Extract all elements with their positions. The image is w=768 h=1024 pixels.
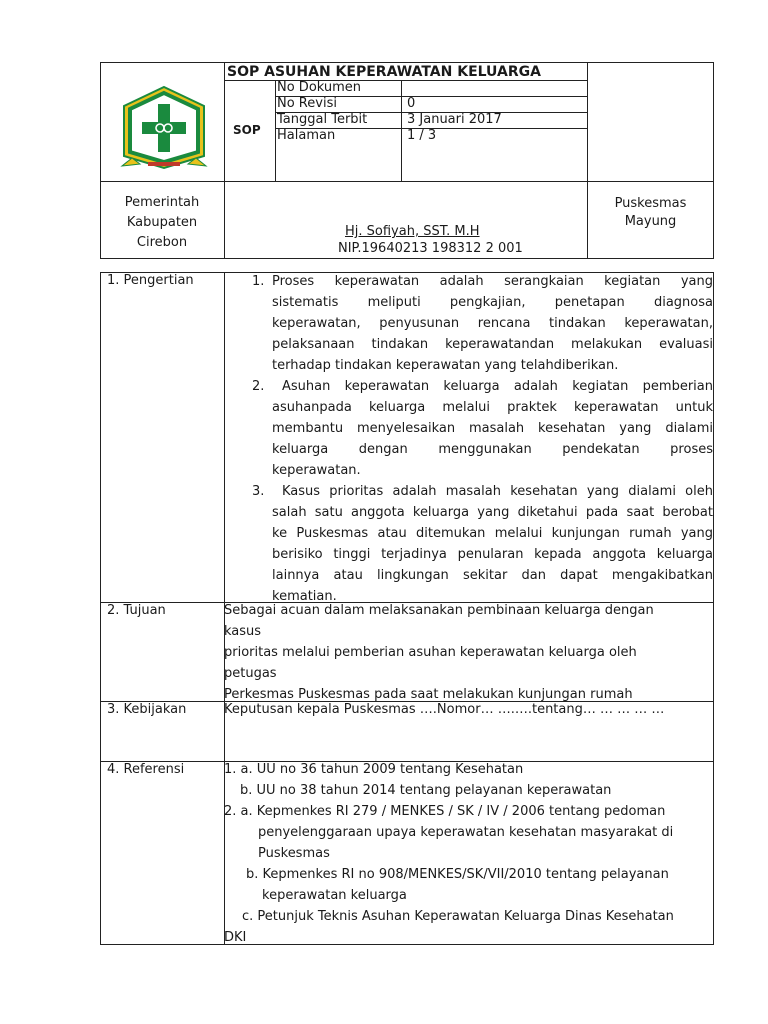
right-org-block xyxy=(588,195,713,231)
meta-value-no-revisi: 0 xyxy=(407,96,416,111)
list-item: Puskesmas xyxy=(258,846,330,861)
list-item: c. Petunjuk Teknis Asuhan Keperawatan Keluarga Dinas Kesehatan xyxy=(242,909,674,924)
list-line: terhadap tindakan keperawatan yang telahdiberikan. xyxy=(272,358,619,373)
section-label-kebijakan: 3. Kebijakan xyxy=(107,702,187,717)
text-line: prioritas melalui pemberian asuhan keperawatan keluarga oleh xyxy=(224,645,637,660)
list-line: salah satu anggota keluarga yang diketahui pada saat berobat xyxy=(272,505,713,520)
list-line: Kasus prioritas adalah masalah kesehatan yang dialami oleh xyxy=(282,484,713,499)
right-org-line: Puskesmas xyxy=(614,196,687,211)
left-org-block xyxy=(101,193,223,253)
list-item: 2. a. Kepmenkes RI 279 / MENKES / SK / IV / 2006 tentang pedoman xyxy=(224,804,666,819)
text-line: kasus xyxy=(224,624,262,639)
list-line: membantu menyelesaikan masalah kesehatan yang dialami xyxy=(272,421,713,436)
list-item: b. UU no 38 tahun 2014 tentang pelayanan keperawatan xyxy=(240,783,612,798)
text-line: Sebagai acuan dalam melaksanakan pembinaan keluarga dengan xyxy=(224,603,654,618)
list-line: keperawatan, penyusunan rencana tindakan keperawatan, xyxy=(272,316,713,331)
text-line: petugas xyxy=(224,666,277,681)
list-line: keluarga dengan menggunakan pendekatan proses xyxy=(272,442,713,457)
meta-label-no-revisi: No Revisi xyxy=(277,96,337,111)
document-title: SOP ASUHAN KEPERAWATAN KELUARGA xyxy=(227,64,541,80)
referensi-list xyxy=(224,759,713,948)
meta-value-halaman: 1 / 3 xyxy=(407,128,437,143)
list-line: pelaksanaan tindakan keperawatandan melakukan evaluasi xyxy=(272,337,713,352)
list-line: lainnya atau lingkungan sekitar dan dapat mengakibatkan xyxy=(272,568,713,583)
left-org-line: Pemerintah xyxy=(124,195,200,210)
section-label-tujuan: 2. Tujuan xyxy=(107,603,166,618)
list-item: DKI xyxy=(224,930,247,945)
left-org-line: Cirebon xyxy=(136,235,188,250)
list-line: sistematis meliputi pengkajian, penetapan diagnosa xyxy=(272,295,713,310)
list-line: kematian. xyxy=(272,589,337,602)
list-line: asuhanpada keluarga melalui praktek keperawatan untuk xyxy=(272,400,713,415)
list-item: penyelenggaraan upaya keperawatan kesehatan masyarakat di xyxy=(258,825,674,840)
list-item: b. Kepmenkes RI no 908/MENKES/SK/VII/2010 tentang pelayanan xyxy=(246,867,669,882)
section-label-referensi: 4. Referensi xyxy=(107,762,185,777)
list-line: berisiko tinggi terjadinya penularan kepada anggota keluarga xyxy=(272,547,713,562)
meta-label-no-dokumen: No Dokumen xyxy=(277,80,362,95)
right-org-line: Mayung xyxy=(624,214,677,229)
list-line: keperawatan. xyxy=(272,463,361,478)
list-line: ke Puskesmas atau ditemukan melalui kunjungan rumah yang xyxy=(272,526,713,541)
list-line: Proses keperawatan adalah serangkaian kegiatan yang xyxy=(272,274,713,289)
list-number: 3. xyxy=(252,484,265,499)
list-number: 1. xyxy=(252,274,265,289)
list-item: 1. a. UU no 36 tahun 2009 tentang Kesehatan xyxy=(224,762,524,777)
puskesmas-logo-icon xyxy=(118,84,210,170)
tujuan-text xyxy=(224,600,713,705)
left-org-line: Kabupaten xyxy=(126,215,198,230)
list-line: Asuhan keperawatan keluarga adalah kegiatan pemberian xyxy=(282,379,713,394)
meta-label-tanggal-terbit: Tanggal Terbit xyxy=(277,112,368,127)
sop-label: SOP xyxy=(233,123,261,137)
list-item: keperawatan keluarga xyxy=(262,888,407,903)
list-number: 2. xyxy=(252,379,265,394)
signer-nip: NIP.19640213 198312 2 001 xyxy=(338,241,523,256)
meta-label-halaman: Halaman xyxy=(277,128,336,143)
text-line: Perkesmas Puskesmas pada saat melakukan kunjungan rumah xyxy=(224,687,633,702)
section-label-pengertian: 1. Pengertian xyxy=(107,273,194,288)
kebijakan-text: Keputusan kepala Puskesmas ….Nomor… ….….tentang… … … … … xyxy=(224,702,665,717)
meta-value-tanggal-terbit: 3 Januari 2017 xyxy=(407,112,502,127)
signer-name: Hj. Sofiyah, SST. M.H xyxy=(345,224,480,239)
